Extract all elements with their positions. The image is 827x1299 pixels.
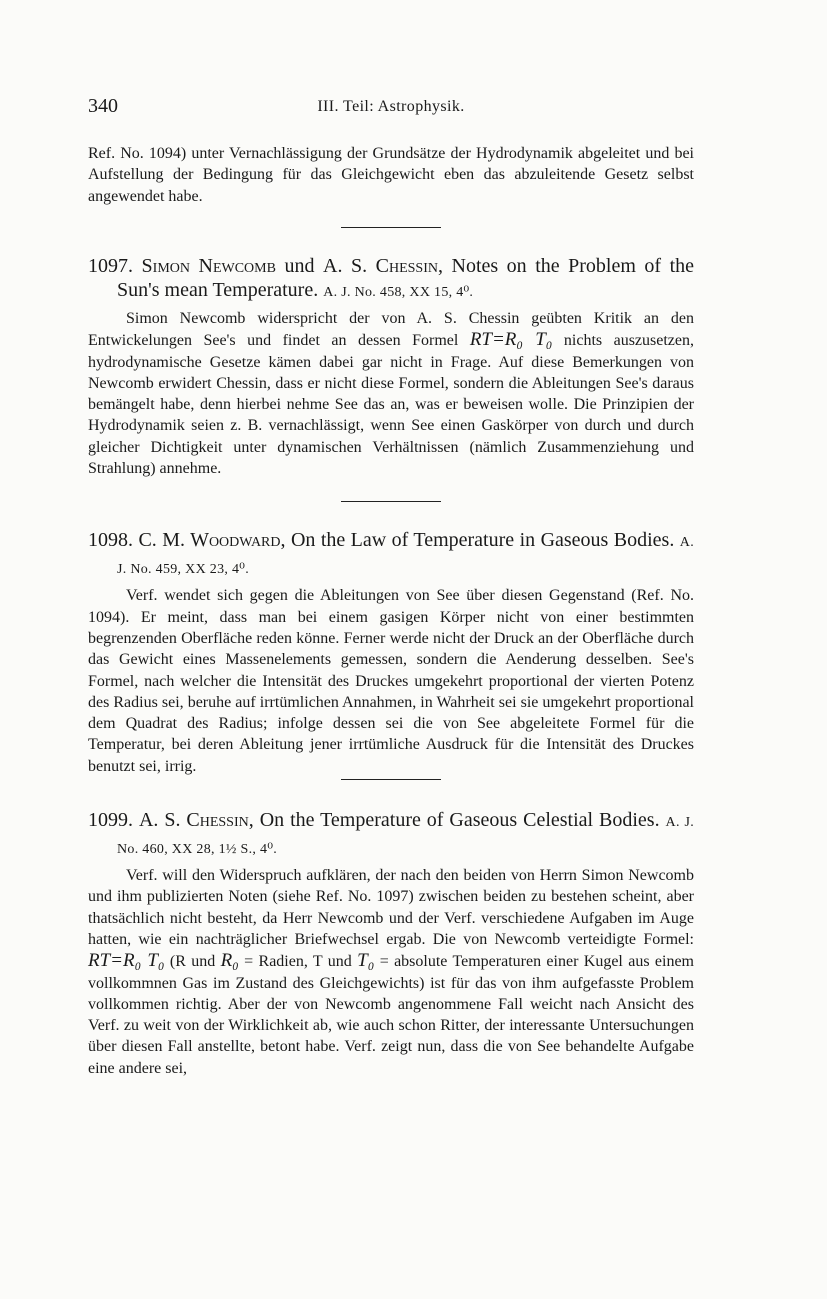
entry-author: A. S. Chessin, bbox=[323, 255, 443, 277]
formula: RT=R₀ T₀ bbox=[469, 329, 553, 351]
entry-title: On the Temperature of Gaseous Celestial Bodies. bbox=[259, 809, 660, 832]
entry-1099 bbox=[88, 808, 694, 1079]
entry-number: 1099. bbox=[88, 809, 133, 832]
entry-author: Simon Newcomb bbox=[141, 255, 276, 277]
entry-heading bbox=[88, 254, 694, 305]
entry-number: 1098. bbox=[88, 529, 133, 552]
entry-heading bbox=[88, 808, 694, 862]
page-number: 340 bbox=[88, 95, 118, 117]
entry-citation: A. J. No. 460, XX 28, 1½ S., 4⁰. bbox=[117, 815, 695, 858]
entry-conjunction: und bbox=[284, 255, 315, 277]
running-head: III. Teil: Astrophysik. bbox=[317, 98, 465, 115]
page-header bbox=[88, 95, 694, 121]
page-content bbox=[88, 143, 694, 1079]
entry-author: A. S. Chessin, bbox=[138, 809, 254, 832]
formula: R₀ bbox=[220, 950, 239, 972]
formula: RT=R₀ T₀ bbox=[88, 950, 165, 972]
entry-body-text: (R und bbox=[169, 953, 216, 971]
entry-body-text: = Radien, T und bbox=[244, 953, 352, 971]
entry-heading bbox=[88, 528, 694, 582]
entry-body-text: Simon Newcomb widerspricht der von A. S. Chessin geübten Kritik an den Entwickelungen See's und findet an dessen Formel bbox=[88, 310, 694, 350]
formula: T₀ bbox=[357, 950, 375, 972]
entry-body-text: nichts auszusetzen, hydrodynamische Gesetze kämen dabei gar nicht in Frage. Auf diese Bemerkungen von Newcomb erwidert Chessin, dass er nicht diese Formel, sondern die Ableitungen See's daraus bemängelt habe, denn hierbei nehme See das an, was er beweisen wolle. Die Prinzipien der Hydrodynamik seien z. B. vernachlässigt, wenn See einen Gaskörper von durch und durch gleicher Dichtigkeit unter dynamischen Verhältnissen (nämlich Zusammenziehung und Strahlung) annehme. bbox=[88, 332, 695, 478]
intro-paragraph: Ref. No. 1094) unter Vernachlässigung der Grundsätze der Hydrodynamik abgeleitet und bei Aufstellung der Bedingung für das Gleichgewicht eben das abzuleitende Gesetz selbst angewendet habe. bbox=[88, 145, 694, 205]
entry-author: C. M. Woodward, bbox=[138, 529, 286, 552]
entry-number: 1097. bbox=[88, 255, 133, 277]
entry-body bbox=[88, 865, 694, 1079]
entry-body-text: Verf. will den Widerspruch aufklären, der nach den beiden von Herrn Simon Newcomb und ihm publizierten Noten (siehe Ref. No. 1097) zwischen beiden zu bestehen scheint, aber thatsächlich nicht besteht, da Herr Newcomb und der Verf. verschiedene Aufgaben im Auge hatten, wie ein nachträglicher Briefwechsel ergab. Die von Newcomb verteidigte Formel: bbox=[88, 867, 694, 948]
entry-1097 bbox=[88, 254, 694, 479]
entry-citation: A. J. No. 459, XX 23, 4⁰. bbox=[117, 535, 694, 578]
entry-body-text: = absolute Temperaturen einer Kugel aus einem vollkommnen Gas im Zustand des Gleichgewichts) ist für das von ihm aufgefasste Problem vollkommen richtig. Aber der von Newcomb angenommene Fall weicht nach Ansicht des Verf. zu weit von der Wirklichkeit ab, wie auch schon Ritter, der interessante Untersuchungen über diesen Fall anstellte, betont habe. Verf. zeigt nun, dass die von See behandelte Aufgabe eine andere sei, bbox=[88, 953, 695, 1077]
entry-citation: A. J. No. 458, XX 15, 4⁰. bbox=[323, 285, 474, 300]
entry-1098 bbox=[88, 528, 694, 777]
entry-body: Verf. wendet sich gegen die Ableitungen von See über diesen Gegenstand (Ref. No. 1094). Er meint, dass man bei einem gasigen Körper nicht von einer bestimmten begrenzenden Oberfläche reden könne. Ferner werde nicht der Druck an der Oberfläche durch das Gewicht eines Massenelements gemessen, sondern die Aenderung desselben. See's Formel, nach welcher die Intensität des Druckes umgekehrt proportional der vierten Potenz des Radius sei, beruhe auf irrtümlichen Annahmen, in Wahrheit sei sie umgekehrt proportional dem Quadrat des Radius; infolge dessen sei die von See abgeleitete Formel für die Temperatur, bei deren Ableitung jener irrtümliche Ausdruck für die Intensität des Druckes benutzt sei, irrig. bbox=[88, 587, 694, 775]
entry-title: Notes on the Problem of the Sun's mean Temperature. bbox=[117, 255, 695, 301]
entry-title: On the Law of Temperature in Gaseous Bodies. bbox=[290, 529, 675, 552]
entry-body bbox=[88, 308, 694, 479]
